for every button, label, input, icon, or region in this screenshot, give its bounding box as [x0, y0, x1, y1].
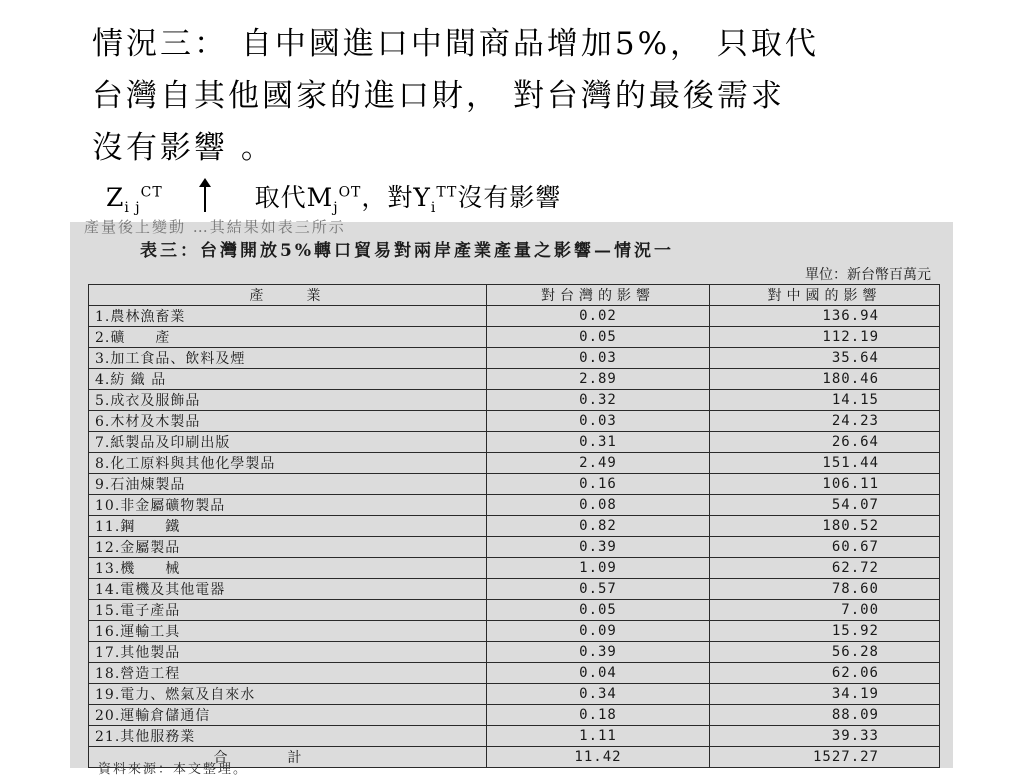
industry-cell: 15.電子產品	[89, 600, 487, 621]
table-row	[89, 642, 940, 663]
taiwan-impact-cell: 0.08	[487, 495, 710, 516]
china-impact-cell: 15.92	[710, 621, 940, 642]
taiwan-impact-cell: 0.05	[487, 327, 710, 348]
china-impact-cell: 54.07	[710, 495, 940, 516]
header-industry: 產 業	[89, 285, 487, 306]
industry-cell: 9.石油煉製品	[89, 474, 487, 495]
taiwan-impact-cell: 2.89	[487, 369, 710, 390]
scanned-table-image	[70, 218, 953, 777]
industry-cell: 7.紙製品及印刷出版	[89, 432, 487, 453]
formula-m-sub: j	[333, 200, 339, 216]
header-china: 對中國的影響	[710, 285, 940, 306]
taiwan-impact-cell: 0.57	[487, 579, 710, 600]
industry-cell: 10.非金屬礦物製品	[89, 495, 487, 516]
table-title: 表三：台灣開放5%轉口貿易對兩岸產業產量之影響—情況一	[140, 241, 674, 261]
china-impact-cell: 88.09	[710, 705, 940, 726]
taiwan-impact-cell: 0.18	[487, 705, 710, 726]
up-arrow-icon	[190, 178, 220, 212]
formula-y-sub: i	[430, 200, 437, 216]
china-impact-cell: 39.33	[710, 726, 940, 747]
slide-heading	[92, 18, 952, 174]
china-impact-cell: 60.67	[710, 537, 940, 558]
industry-cell: 2.礦 產	[89, 327, 487, 348]
table-row	[89, 390, 940, 411]
taiwan-impact-cell: 0.34	[487, 684, 710, 705]
heading-line-2: 台灣自其他國家的進口財， 對台灣的最後需求	[92, 78, 785, 114]
table-header-row	[89, 285, 940, 306]
table-row	[89, 516, 940, 537]
table-row	[89, 621, 940, 642]
scan-top-fragment: 產量後上變動 …其結果如表三所示	[84, 218, 346, 236]
industry-cell: 19.電力、燃氣及自來水	[89, 684, 487, 705]
table-row	[89, 453, 940, 474]
formula-text-2: ，對Y	[361, 183, 431, 212]
table-row	[89, 348, 940, 369]
table-row	[89, 432, 940, 453]
taiwan-impact-cell: 0.32	[487, 390, 710, 411]
total-china-cell: 1527.27	[710, 747, 940, 768]
taiwan-impact-cell: 2.49	[487, 453, 710, 474]
china-impact-cell: 7.00	[710, 600, 940, 621]
china-impact-cell: 78.60	[710, 579, 940, 600]
china-impact-cell: 14.15	[710, 390, 940, 411]
industry-cell: 13.機 械	[89, 558, 487, 579]
china-impact-cell: 56.28	[710, 642, 940, 663]
industry-cell: 20.運輸倉儲通信	[89, 705, 487, 726]
formula-z: Z	[106, 183, 125, 212]
china-impact-cell: 112.19	[710, 327, 940, 348]
taiwan-impact-cell: 0.82	[487, 516, 710, 537]
industry-cell: 17.其他製品	[89, 642, 487, 663]
taiwan-impact-cell: 0.16	[487, 474, 710, 495]
table-row	[89, 558, 940, 579]
total-label-cell: 合計	[89, 747, 487, 768]
china-impact-cell: 180.52	[710, 516, 940, 537]
industry-cell: 5.成衣及服飾品	[89, 390, 487, 411]
table-row	[89, 726, 940, 747]
formula-y-sup: TT	[436, 184, 458, 201]
table-row	[89, 306, 940, 327]
taiwan-impact-cell: 0.39	[487, 642, 710, 663]
formula-m-sup: OT	[338, 184, 362, 201]
table-row	[89, 579, 940, 600]
heading-line-3: 沒有影響 。	[92, 130, 275, 166]
taiwan-impact-cell: 0.03	[487, 348, 710, 369]
china-impact-cell: 26.64	[710, 432, 940, 453]
taiwan-impact-cell: 0.03	[487, 411, 710, 432]
taiwan-impact-cell: 1.09	[487, 558, 710, 579]
industry-cell: 18.營造工程	[89, 663, 487, 684]
table-row	[89, 663, 940, 684]
table-row	[89, 411, 940, 432]
table-row	[89, 327, 940, 348]
formula-z-sub: i j	[124, 200, 141, 216]
table-row	[89, 537, 940, 558]
table-source: 資料來源：本文整理。	[98, 762, 249, 777]
taiwan-impact-cell: 0.31	[487, 432, 710, 453]
table-unit: 單位：新台幣百萬元	[805, 267, 931, 283]
heading-line-1: 情況三： 自中國進口中間商品增加5%， 只取代	[92, 26, 819, 62]
formula-text-1: 取代M	[254, 183, 334, 212]
taiwan-impact-cell: 0.39	[487, 537, 710, 558]
china-impact-cell: 106.11	[710, 474, 940, 495]
industry-cell: 14.電機及其他電器	[89, 579, 487, 600]
china-impact-cell: 136.94	[710, 306, 940, 327]
formula-line	[106, 178, 561, 214]
industry-cell: 21.其他服務業	[89, 726, 487, 747]
china-impact-cell: 24.23	[710, 411, 940, 432]
taiwan-impact-cell: 0.05	[487, 600, 710, 621]
industry-cell: 1.農林漁畜業	[89, 306, 487, 327]
table-row	[89, 495, 940, 516]
industry-cell: 3.加工食品、飲料及煙	[89, 348, 487, 369]
industry-cell: 12.金屬製品	[89, 537, 487, 558]
table-row	[89, 705, 940, 726]
china-impact-cell: 180.46	[710, 369, 940, 390]
table-row	[89, 474, 940, 495]
impact-table	[88, 284, 940, 768]
china-impact-cell: 62.06	[710, 663, 940, 684]
header-taiwan: 對台灣的影響	[487, 285, 710, 306]
china-impact-cell: 151.44	[710, 453, 940, 474]
formula-z-sup: CT	[140, 184, 163, 201]
table-row	[89, 600, 940, 621]
taiwan-impact-cell: 0.04	[487, 663, 710, 684]
taiwan-impact-cell: 0.02	[487, 306, 710, 327]
industry-cell: 8.化工原料與其他化學製品	[89, 453, 487, 474]
taiwan-impact-cell: 0.09	[487, 621, 710, 642]
industry-cell: 16.運輸工具	[89, 621, 487, 642]
taiwan-impact-cell: 1.11	[487, 726, 710, 747]
industry-cell: 11.鋼 鐵	[89, 516, 487, 537]
china-impact-cell: 62.72	[710, 558, 940, 579]
formula-text-3: 沒有影響	[457, 183, 562, 212]
china-impact-cell: 34.19	[710, 684, 940, 705]
total-taiwan-cell: 11.42	[487, 747, 710, 768]
table-row	[89, 369, 940, 390]
industry-cell: 4.紡 織 品	[89, 369, 487, 390]
table-row	[89, 684, 940, 705]
china-impact-cell: 35.64	[710, 348, 940, 369]
industry-cell: 6.木材及木製品	[89, 411, 487, 432]
